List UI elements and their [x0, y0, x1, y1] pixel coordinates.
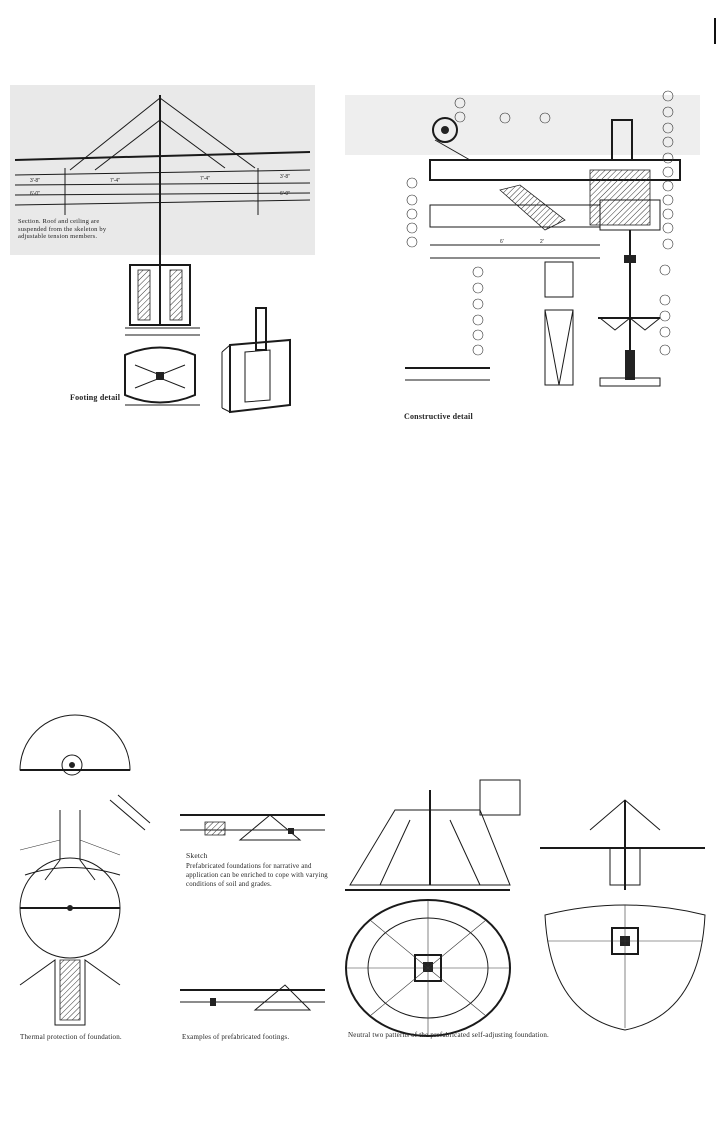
svg-text:7'-4": 7'-4": [110, 178, 120, 184]
section-caption: Section. Roof and ceiling are suspended from the skeleton by adjustable tension members.: [18, 218, 107, 240]
svg-text:6': 6': [500, 239, 504, 245]
prefab-footings-caption: Examples of prefabricated footings.: [182, 1033, 290, 1041]
svg-text:3'-8": 3'-8": [280, 174, 290, 180]
svg-text:6'-0": 6'-0": [30, 191, 40, 197]
svg-text:2': 2': [540, 239, 544, 245]
footing-detail-caption: Footing detail: [70, 393, 121, 402]
neutral-patterns-caption: Neutral two patterns of the prefabricated self-adjusting foundation.: [348, 1031, 549, 1039]
sketch-text: Prefabricated foundations for narrative and application can be enriched to cope with varying conditions of soil and grades.: [186, 863, 328, 888]
sketch-label: Sketch: [186, 851, 208, 860]
svg-text:7'-4": 7'-4": [200, 176, 210, 182]
thermal-protection-caption: Thermal protection of foundation.: [20, 1033, 122, 1041]
svg-text:6'-0": 6'-0": [280, 191, 290, 197]
constructive-detail-caption: Constructive detail: [404, 412, 473, 421]
svg-text:3'-8": 3'-8": [30, 178, 40, 184]
